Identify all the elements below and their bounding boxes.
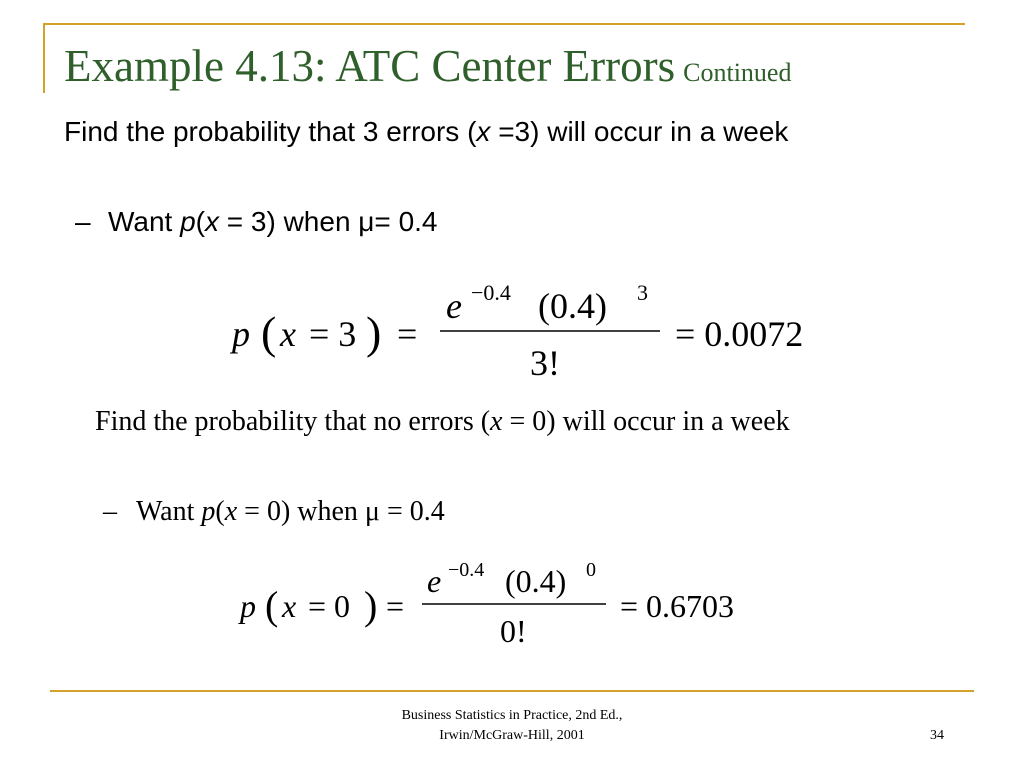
eq2-denominator: 0! <box>500 613 527 649</box>
eq2-lhs-close-paren: ) <box>364 583 378 628</box>
b1-var-x: x <box>205 206 219 237</box>
eq1-lhs-open-paren: ( <box>261 307 277 358</box>
eq1-result: = 0.0072 <box>675 314 804 354</box>
eq2-num-base-e: e <box>427 563 442 599</box>
eq1-lhs-value: = 3 <box>300 314 357 354</box>
eq1-denominator: 3! <box>530 343 560 383</box>
p1-text-b: =3) will occur in a week <box>490 116 789 147</box>
p2-text-b: = 0) will occur in a week <box>502 406 790 437</box>
title-main: Example 4.13: ATC Center Errors <box>64 41 676 91</box>
eq2-lhs-value: = 0 <box>300 588 351 624</box>
eq2-lhs-open-paren: ( <box>265 583 279 628</box>
eq1-equals: = <box>397 314 418 354</box>
b1-var-p: p <box>180 206 196 237</box>
eq1-num-base-e: e <box>446 286 462 326</box>
eq2-num-factor: (0.4) <box>505 563 567 599</box>
eq1-num-power: 3 <box>637 280 648 305</box>
b1-text-b: = 3) when μ= 0.4 <box>219 206 438 237</box>
b1-text-a: Want <box>108 206 181 237</box>
bullet-dash: – <box>75 206 91 237</box>
b1-open: ( <box>195 206 205 237</box>
eq2-lhs-p: p <box>240 588 256 624</box>
eq2-result: = 0.6703 <box>620 588 735 624</box>
title-continued: Continued <box>683 58 792 87</box>
eq2-num-exponent: −0.4 <box>448 559 485 581</box>
p1-var-x: x <box>476 116 491 147</box>
b2-var-x: x <box>224 496 238 527</box>
footer-line-2: Irwin/McGraw-Hill, 2001 <box>439 728 585 743</box>
eq2-lhs-x: x <box>282 588 297 624</box>
p2-var-x: x <box>490 406 503 437</box>
eq1-lhs-p: p <box>232 314 250 354</box>
eq1-lhs-x: x <box>280 314 296 354</box>
page-number: 34 <box>930 728 944 743</box>
eq2-equals: = <box>386 588 405 624</box>
p1-text-a: Find the probability that 3 errors ( <box>64 116 477 147</box>
bullet-dash: – <box>103 496 117 527</box>
eq1-num-exponent: −0.4 <box>471 280 511 305</box>
b2-text-b: = 0) when μ = 0.4 <box>237 496 445 527</box>
b2-open: ( <box>215 496 225 527</box>
eq2-num-power: 0 <box>586 559 596 581</box>
eq1-num-factor: (0.4) <box>538 286 607 326</box>
p2-text-a: Find the probability that no errors ( <box>95 406 491 437</box>
footer-line-1: Business Statistics in Practice, 2nd Ed., <box>401 708 623 723</box>
eq1-lhs-close-paren: ) <box>366 307 382 358</box>
b2-var-p: p <box>201 496 216 527</box>
b2-text-a: Want <box>136 496 202 527</box>
footer-rule <box>50 690 974 692</box>
footer-citation <box>312 706 712 746</box>
